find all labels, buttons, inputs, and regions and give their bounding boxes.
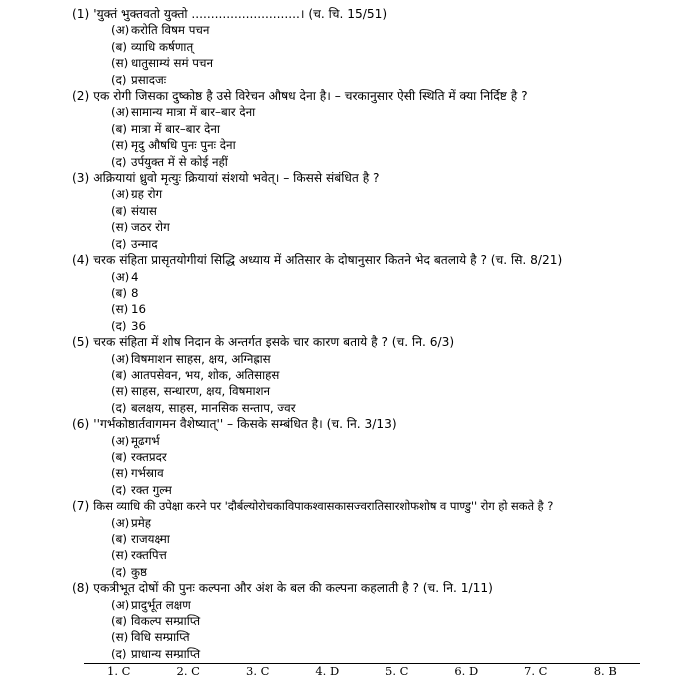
option-b <box>0 613 680 629</box>
option-text: धातुसाम्यं समं पचन <box>131 56 214 71</box>
option-b <box>0 39 680 55</box>
option-text: 36 <box>131 318 147 333</box>
option-text: गर्भस्राव <box>131 466 164 481</box>
question-line <box>0 416 680 432</box>
option-text: राजयक्ष्मा <box>131 532 170 546</box>
question-1 <box>0 6 680 88</box>
question-text: चरक संहिता में शोष निदान के अन्तर्गत इसके चार कारण बताये है ? (च. नि. 6/3) <box>93 335 455 350</box>
option-label: (स) <box>111 138 129 153</box>
question-number: (6) <box>72 417 90 432</box>
question-text: अक्रियायां ध्रुवो मृत्युः क्रियायां संशयो भवेत्। – किससे संबंधित है ? <box>93 171 380 186</box>
option-text: करोति विषम पचन <box>131 23 210 38</box>
question-line <box>0 88 680 104</box>
option-text: विषमाशन साहस, क्षय, अग्निह्रास <box>131 351 271 366</box>
question-line <box>0 580 680 596</box>
question-line <box>0 252 680 268</box>
option-label: (ब) <box>111 532 127 546</box>
option-text: व्याधि कर्षणात् <box>131 39 194 54</box>
option-label: (द) <box>111 482 127 497</box>
question-line <box>0 170 680 186</box>
option-text: रक्तपित्त <box>131 548 167 563</box>
option-text: रक्तप्रदर <box>131 449 167 464</box>
question-number: (5) <box>72 335 90 350</box>
question-2 <box>0 88 680 170</box>
answer-key <box>84 663 640 680</box>
option-label: (स) <box>111 302 129 317</box>
option-a <box>0 597 680 613</box>
option-label: (स) <box>111 548 129 563</box>
option-d <box>0 72 680 88</box>
option-label: (द) <box>111 236 127 251</box>
option-c <box>0 629 680 645</box>
option-b <box>0 285 680 301</box>
option-text: मृदु औषधि पुनः पुनः देना <box>131 138 236 153</box>
question-7 <box>0 498 680 580</box>
option-text: ग्रह रोग <box>131 187 163 202</box>
option-b <box>0 531 680 547</box>
question-6 <box>0 416 680 498</box>
answer-item: 7. C <box>524 664 548 678</box>
option-text: आतपसेवन, भय, शोक, अतिसाहस <box>131 367 280 382</box>
option-d <box>0 646 680 662</box>
question-text: ''गर्भकोष्ठार्तवागमन वैशेष्यात्'' – किसके सम्बंधित है। (च. नि. 3/13) <box>93 417 397 432</box>
question-5 <box>0 334 680 416</box>
option-text: संयास <box>131 203 157 218</box>
option-label: (अ) <box>111 515 130 530</box>
option-label: (ब) <box>111 39 127 54</box>
option-b <box>0 121 680 137</box>
option-a <box>0 186 680 202</box>
option-label: (द) <box>111 72 127 87</box>
option-a <box>0 351 680 367</box>
option-a <box>0 433 680 449</box>
option-text: जठर रोग <box>131 220 170 235</box>
option-text: सामान्य मात्रा में बार–बार देना <box>131 105 256 120</box>
option-a <box>0 269 680 285</box>
question-line <box>0 6 680 22</box>
option-text: 16 <box>131 302 147 317</box>
option-label: (ब) <box>111 367 127 382</box>
option-b <box>0 203 680 219</box>
option-text: मूढगर्भ <box>131 433 160 448</box>
question-text: चरक संहिता प्रासृतयोगीयां सिद्धि अध्याय में अतिसार के दोषानुसार कितने भेद बतलाये है ? (च. सि. 8/21) <box>93 253 563 268</box>
question-number: (8) <box>72 581 90 596</box>
option-b <box>0 367 680 383</box>
question-line <box>0 498 680 514</box>
answer-item: 3. C <box>246 664 270 678</box>
option-text: मात्रा में बार–बार देना <box>131 121 220 136</box>
question-8 <box>0 580 680 662</box>
option-label: (स) <box>111 466 129 481</box>
option-text: रक्त गुल्म <box>131 482 172 497</box>
option-d <box>0 154 680 170</box>
option-label: (ब) <box>111 285 127 300</box>
option-a <box>0 515 680 531</box>
answer-item: 6. D <box>454 664 479 678</box>
option-a <box>0 22 680 38</box>
option-label: (अ) <box>111 269 130 284</box>
option-label: (अ) <box>111 597 130 612</box>
question-number: (1) <box>72 7 90 21</box>
question-3 <box>0 170 680 252</box>
option-text: प्रमेह <box>131 515 152 530</box>
option-a <box>0 104 680 120</box>
option-c <box>0 547 680 563</box>
option-label: (ब) <box>111 449 127 464</box>
option-label: (द) <box>111 564 127 579</box>
question-text: एक रोगी जिसका दुष्कोष्ठ है उसे विरेचन औषध देना है। – चरकानुसार ऐसी स्थिति में क्या निर्दिष्ट है ? <box>93 89 528 104</box>
option-label: (द) <box>111 154 127 169</box>
question-line <box>0 334 680 350</box>
option-text: कुष्ठ <box>131 564 148 579</box>
option-label: (द) <box>111 318 127 333</box>
option-text: उन्माद <box>131 236 158 251</box>
option-text: प्रसादजः <box>131 72 167 87</box>
option-text: प्रादुर्भूत लक्षण <box>131 597 191 612</box>
option-label: (ब) <box>111 203 127 218</box>
question-number: (3) <box>72 171 90 186</box>
question-text: एकत्रीभूत दोषों की पुनः कल्पना और अंश के बल की कल्पना कहलाती है ? (च. नि. 1/11) <box>93 581 493 596</box>
option-text: 4 <box>131 269 139 284</box>
option-label: (स) <box>111 220 129 235</box>
option-label: (अ) <box>111 187 130 202</box>
question-number: (2) <box>72 89 90 104</box>
option-text: उर्पयुक्त में से कोई नहीं <box>131 154 228 169</box>
answer-item: 2. C <box>176 664 200 678</box>
option-text: साहस, सन्धारण, क्षय, विषमाशन <box>131 384 271 399</box>
option-label: (अ) <box>111 433 130 448</box>
option-text: 8 <box>131 285 139 300</box>
option-label: (स) <box>111 56 129 71</box>
answer-item: 4. D <box>315 664 340 678</box>
option-label: (स) <box>111 630 129 645</box>
option-label: (अ) <box>111 105 130 120</box>
answer-item: 1. C <box>107 664 131 678</box>
option-text: विधि सम्प्राप्ति <box>131 630 190 645</box>
question-text: किस व्याधि की उपेक्षा करने पर 'दौर्बल्योरोचकाविपाकश्वासकासज्वरातिसारशोफशोष व पाण्डु'' रोग हो सकते है ? <box>93 499 554 514</box>
question-number: (7) <box>72 499 90 514</box>
option-text: बलक्षय, साहस, मानसिक सन्ताप, ज्वर <box>131 400 296 415</box>
option-label: (द) <box>111 646 127 661</box>
option-c <box>0 301 680 317</box>
option-text: विकल्प सम्प्राप्ति <box>131 614 201 629</box>
question-text: 'युक्तं भुक्तवतो युक्तो ............................। (च. चि. 15/51) <box>93 7 388 21</box>
option-d <box>0 400 680 416</box>
option-d <box>0 236 680 252</box>
option-c <box>0 55 680 71</box>
question-number: (4) <box>72 253 90 268</box>
answer-item: 5. C <box>385 664 409 678</box>
question-4 <box>0 252 680 334</box>
option-label: (ब) <box>111 614 127 629</box>
option-d <box>0 564 680 580</box>
option-b <box>0 449 680 465</box>
option-c <box>0 219 680 235</box>
option-label: (द) <box>111 400 127 415</box>
option-label: (ब) <box>111 121 127 136</box>
option-d <box>0 482 680 498</box>
option-d <box>0 318 680 334</box>
question-list <box>0 6 680 662</box>
option-text: प्राधान्य सम्प्राप्ति <box>131 646 201 661</box>
option-c <box>0 137 680 153</box>
option-label: (अ) <box>111 351 130 366</box>
option-label: (स) <box>111 384 129 399</box>
option-c <box>0 383 680 399</box>
answer-item: 8. B <box>593 664 617 678</box>
option-c <box>0 465 680 481</box>
option-label: (अ) <box>111 23 130 38</box>
